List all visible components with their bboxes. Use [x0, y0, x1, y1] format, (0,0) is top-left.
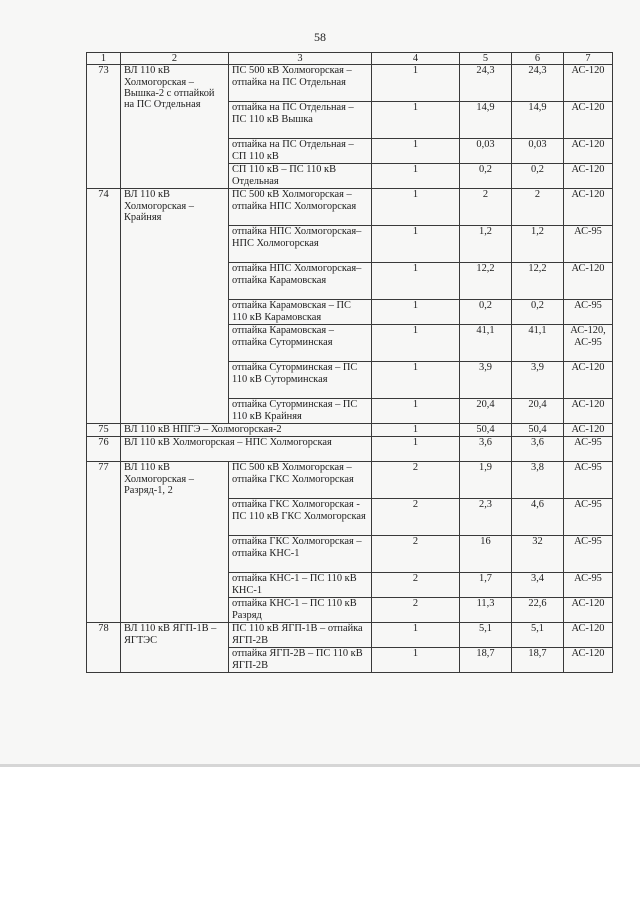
circuit-count: 1 [372, 189, 460, 226]
wire-grade: АС-120 [564, 164, 613, 189]
section-name: СП 110 кВ – ПС 110 кВ Отдельная [229, 164, 372, 189]
column-header: 6 [512, 53, 564, 65]
section-length: 0,2 [460, 164, 512, 189]
section-length: 12,2 [460, 263, 512, 300]
section-length: 3,6 [460, 437, 512, 462]
total-length: 3,9 [512, 362, 564, 399]
section-name: ПС 500 кВ Холмогорская – отпайка ГКС Холмогорская [229, 462, 372, 499]
total-length: 20,4 [512, 399, 564, 424]
row-number: 74 [87, 189, 121, 424]
column-header: 3 [229, 53, 372, 65]
wire-grade: АС-120 [564, 65, 613, 102]
section-length: 16 [460, 536, 512, 573]
section-name: отпайка ЯГП-2В – ПС 110 кВ ЯГП-2В [229, 648, 372, 673]
section-name: отпайка Суторминская – ПС 110 кВ Крайняя [229, 399, 372, 424]
power-line-table [86, 52, 613, 673]
circuit-count: 1 [372, 164, 460, 189]
section-length: 2 [460, 189, 512, 226]
total-length: 24,3 [512, 65, 564, 102]
section-length: 14,9 [460, 102, 512, 139]
total-length: 14,9 [512, 102, 564, 139]
table-body [87, 53, 613, 673]
circuit-count: 1 [372, 648, 460, 673]
circuit-count: 2 [372, 462, 460, 499]
row-number: 73 [87, 65, 121, 189]
circuit-count: 2 [372, 598, 460, 623]
circuit-count: 1 [372, 362, 460, 399]
circuit-count: 1 [372, 424, 460, 437]
table-row [87, 462, 613, 499]
section-length: 50,4 [460, 424, 512, 437]
line-name: ВЛ 110 кВ Холмогорская – Разряд-1, 2 [121, 462, 229, 623]
section-length: 41,1 [460, 325, 512, 362]
wire-grade: АС-120 [564, 424, 613, 437]
column-header: 2 [121, 53, 229, 65]
total-length: 50,4 [512, 424, 564, 437]
wire-grade: АС-95 [564, 437, 613, 462]
section-name: ПС 500 кВ Холмогорская – отпайка на ПС Отдельная [229, 65, 372, 102]
section-length: 5,1 [460, 623, 512, 648]
circuit-count: 2 [372, 573, 460, 598]
section-length: 18,7 [460, 648, 512, 673]
section-length: 0,03 [460, 139, 512, 164]
total-length: 1,2 [512, 226, 564, 263]
circuit-count: 2 [372, 499, 460, 536]
circuit-count: 1 [372, 65, 460, 102]
line-name: ВЛ 110 кВ Холмогорская – НПС Холмогорская [121, 437, 372, 462]
total-length: 0,2 [512, 164, 564, 189]
wire-grade: АС-120 [564, 623, 613, 648]
line-name: ВЛ 110 кВ ЯГП-1В – ЯГТЭС [121, 623, 229, 673]
wire-grade: АС-120 [564, 263, 613, 300]
wire-grade: АС-120 [564, 648, 613, 673]
wire-grade: АС-120 [564, 399, 613, 424]
total-length: 3,6 [512, 437, 564, 462]
wire-grade: АС-120 [564, 139, 613, 164]
section-name: отпайка на ПС Отдельная – ПС 110 кВ Вышка [229, 102, 372, 139]
section-name: отпайка Карамовская – ПС 110 кВ Карамовская [229, 300, 372, 325]
wire-grade: АС-95 [564, 300, 613, 325]
row-number: 78 [87, 623, 121, 673]
wire-grade: АС-95 [564, 462, 613, 499]
total-length: 12,2 [512, 263, 564, 300]
header-row [87, 53, 613, 65]
wire-grade: АС-95 [564, 536, 613, 573]
line-name: ВЛ 110 кВ Холмогорская – Вышка-2 с отпайкой на ПС Отдельная [121, 65, 229, 189]
total-length: 41,1 [512, 325, 564, 362]
wire-grade: АС-95 [564, 573, 613, 598]
wire-grade: АС-120 [564, 362, 613, 399]
section-name: отпайка Карамовская – отпайка Суторминская [229, 325, 372, 362]
section-length: 1,7 [460, 573, 512, 598]
section-name: отпайка ГКС Холмогорская - ПС 110 кВ ГКС Холмогорская [229, 499, 372, 536]
circuit-count: 1 [372, 437, 460, 462]
total-length: 0,2 [512, 300, 564, 325]
total-length: 5,1 [512, 623, 564, 648]
circuit-count: 1 [372, 623, 460, 648]
total-length: 3,4 [512, 573, 564, 598]
wire-grade: АС-120 [564, 598, 613, 623]
circuit-count: 1 [372, 300, 460, 325]
circuit-count: 1 [372, 139, 460, 164]
section-name: отпайка НПС Холмогорская– НПС Холмогорская [229, 226, 372, 263]
circuit-count: 1 [372, 263, 460, 300]
total-length: 18,7 [512, 648, 564, 673]
wire-grade: АС-120 [564, 102, 613, 139]
column-header: 7 [564, 53, 613, 65]
table-row [87, 623, 613, 648]
section-name: отпайка КНС-1 – ПС 110 кВ Разряд [229, 598, 372, 623]
section-length: 1,2 [460, 226, 512, 263]
section-name: отпайка КНС-1 – ПС 110 кВ КНС-1 [229, 573, 372, 598]
total-length: 2 [512, 189, 564, 226]
total-length: 32 [512, 536, 564, 573]
column-header: 4 [372, 53, 460, 65]
table-row [87, 424, 613, 437]
section-length: 11,3 [460, 598, 512, 623]
wire-grade: АС-120, АС-95 [564, 325, 613, 362]
total-length: 0,03 [512, 139, 564, 164]
total-length: 22,6 [512, 598, 564, 623]
circuit-count: 1 [372, 325, 460, 362]
section-name: ПС 500 кВ Холмогорская – отпайка НПС Холмогорская [229, 189, 372, 226]
section-length: 1,9 [460, 462, 512, 499]
row-number: 77 [87, 462, 121, 623]
table-row [87, 65, 613, 102]
section-name: отпайка на ПС Отдельная – СП 110 кВ [229, 139, 372, 164]
section-name: отпайка НПС Холмогорская– отпайка Карамовская [229, 263, 372, 300]
line-name: ВЛ 110 кВ НПГЭ – Холмогорская-2 [121, 424, 372, 437]
section-length: 3,9 [460, 362, 512, 399]
wire-grade: АС-120 [564, 189, 613, 226]
column-header: 1 [87, 53, 121, 65]
section-name: ПС 110 кВ ЯГП-1В – отпайка ЯГП-2В [229, 623, 372, 648]
wire-grade: АС-95 [564, 226, 613, 263]
section-length: 2,3 [460, 499, 512, 536]
wire-grade: АС-95 [564, 499, 613, 536]
circuit-count: 1 [372, 102, 460, 139]
section-name: отпайка Суторминская – ПС 110 кВ Суторминская [229, 362, 372, 399]
page-number: 58 [314, 30, 326, 44]
table-row [87, 189, 613, 226]
total-length: 4,6 [512, 499, 564, 536]
section-name: отпайка ГКС Холмогорская – отпайка КНС-1 [229, 536, 372, 573]
circuit-count: 2 [372, 536, 460, 573]
section-length: 24,3 [460, 65, 512, 102]
section-length: 0,2 [460, 300, 512, 325]
section-length: 20,4 [460, 399, 512, 424]
table-row [87, 437, 613, 462]
row-number: 75 [87, 424, 121, 437]
scan-edge [0, 764, 640, 767]
row-number: 76 [87, 437, 121, 462]
column-header: 5 [460, 53, 512, 65]
total-length: 3,8 [512, 462, 564, 499]
line-name: ВЛ 110 кВ Холмогорская – Крайняя [121, 189, 229, 424]
circuit-count: 1 [372, 399, 460, 424]
circuit-count: 1 [372, 226, 460, 263]
